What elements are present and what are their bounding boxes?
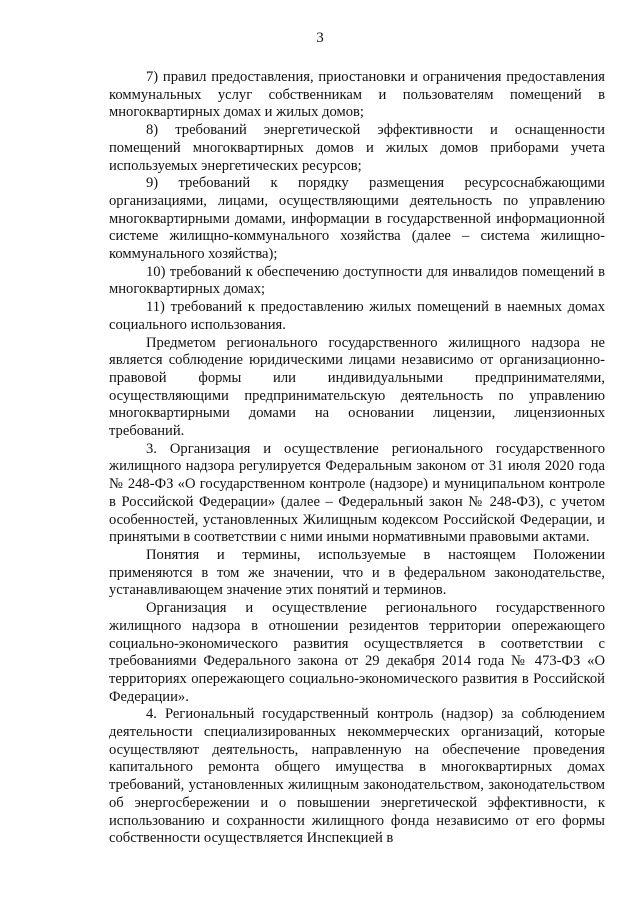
paragraph-residents: Организация и осуществление регионального государственного жилищного надзора в отношении резидентов территории опережающего социально-экономического развития осуществляется в соответствии с требованиями Федерального закона от 29 декабря 2014 года № 473-ФЗ «О территориях опережающего социально-экономического развития в Российской Федерации». [109,600,605,705]
paragraph-item-7: 7) правил предоставления, приостановки и ограничения предоставления коммунальных услуг собственникам и пользователям помещений в многоквартирных домах и жилых домов; [109,69,605,121]
paragraph-item-8: 8) требований энергетической эффективности и оснащенности помещений многоквартирных домов и жилых домов приборами учета используемых энергетических ресурсов; [109,122,605,174]
paragraph-terms: Понятия и термины, используемые в настоящем Положении применяются в том же значении, что и в федеральном законодательстве, устанавливающем значение этих понятий и терминов. [109,546,605,599]
document-body [109,69,605,848]
paragraph-section-3: 3. Организация и осуществление регионального государственного жилищного надзора регулируется Федеральным законом от 31 июля 2020 года № 248-ФЗ «О государственном контроле (надзоре) и муниципальном контроле в Российской Федерации» (далее – Федеральный закон № 248-ФЗ), с учетом особенностей, установленных Жилищным кодексом Российской Федерации, и принятыми в соответствии с ними иными нормативными правовыми актами. [109,440,605,546]
paragraph-item-11: 11) требований к предоставлению жилых помещений в наемных домах социального использования. [109,299,605,333]
page-number: 3 [316,30,324,46]
paragraph-item-9: 9) требований к порядку размещения ресурсоснабжающими организациями, лицами, осуществляющими деятельность по управлению многоквартирными домами, информации в государственной информационной системе жилищно-коммунального хозяйства (далее – система жилищно-коммунального хозяйства); [109,175,605,263]
paragraph-item-10: 10) требований к обеспечению доступности для инвалидов помещений в многоквартирных домах; [109,263,605,298]
paragraph-subject-exclusion: Предметом регионального государственного жилищного надзора не является соблюдение юридическими лицами независимо от организационно-правовой формы или индивидуальными предпринимателями, осуществляющими предпринимательскую деятельность по управлению многоквартирными домами на основании лицензии, лицензионных требований. [109,334,605,440]
paragraph-section-4: 4. Региональный государственный контроль (надзор) за соблюдением деятельности специализированных некоммерческих организаций, которые осуществляют деятельность, направленную на обеспечение проведения капитального ремонта общего имущества в многоквартирных домах требований, установленных жилищным законодательством, законодательством об энергосбережении и о повышении энергетической эффективности, к использованию и сохранности жилищного фонда независимо от его формы собственности осуществляется Инспекцией в [109,706,605,847]
